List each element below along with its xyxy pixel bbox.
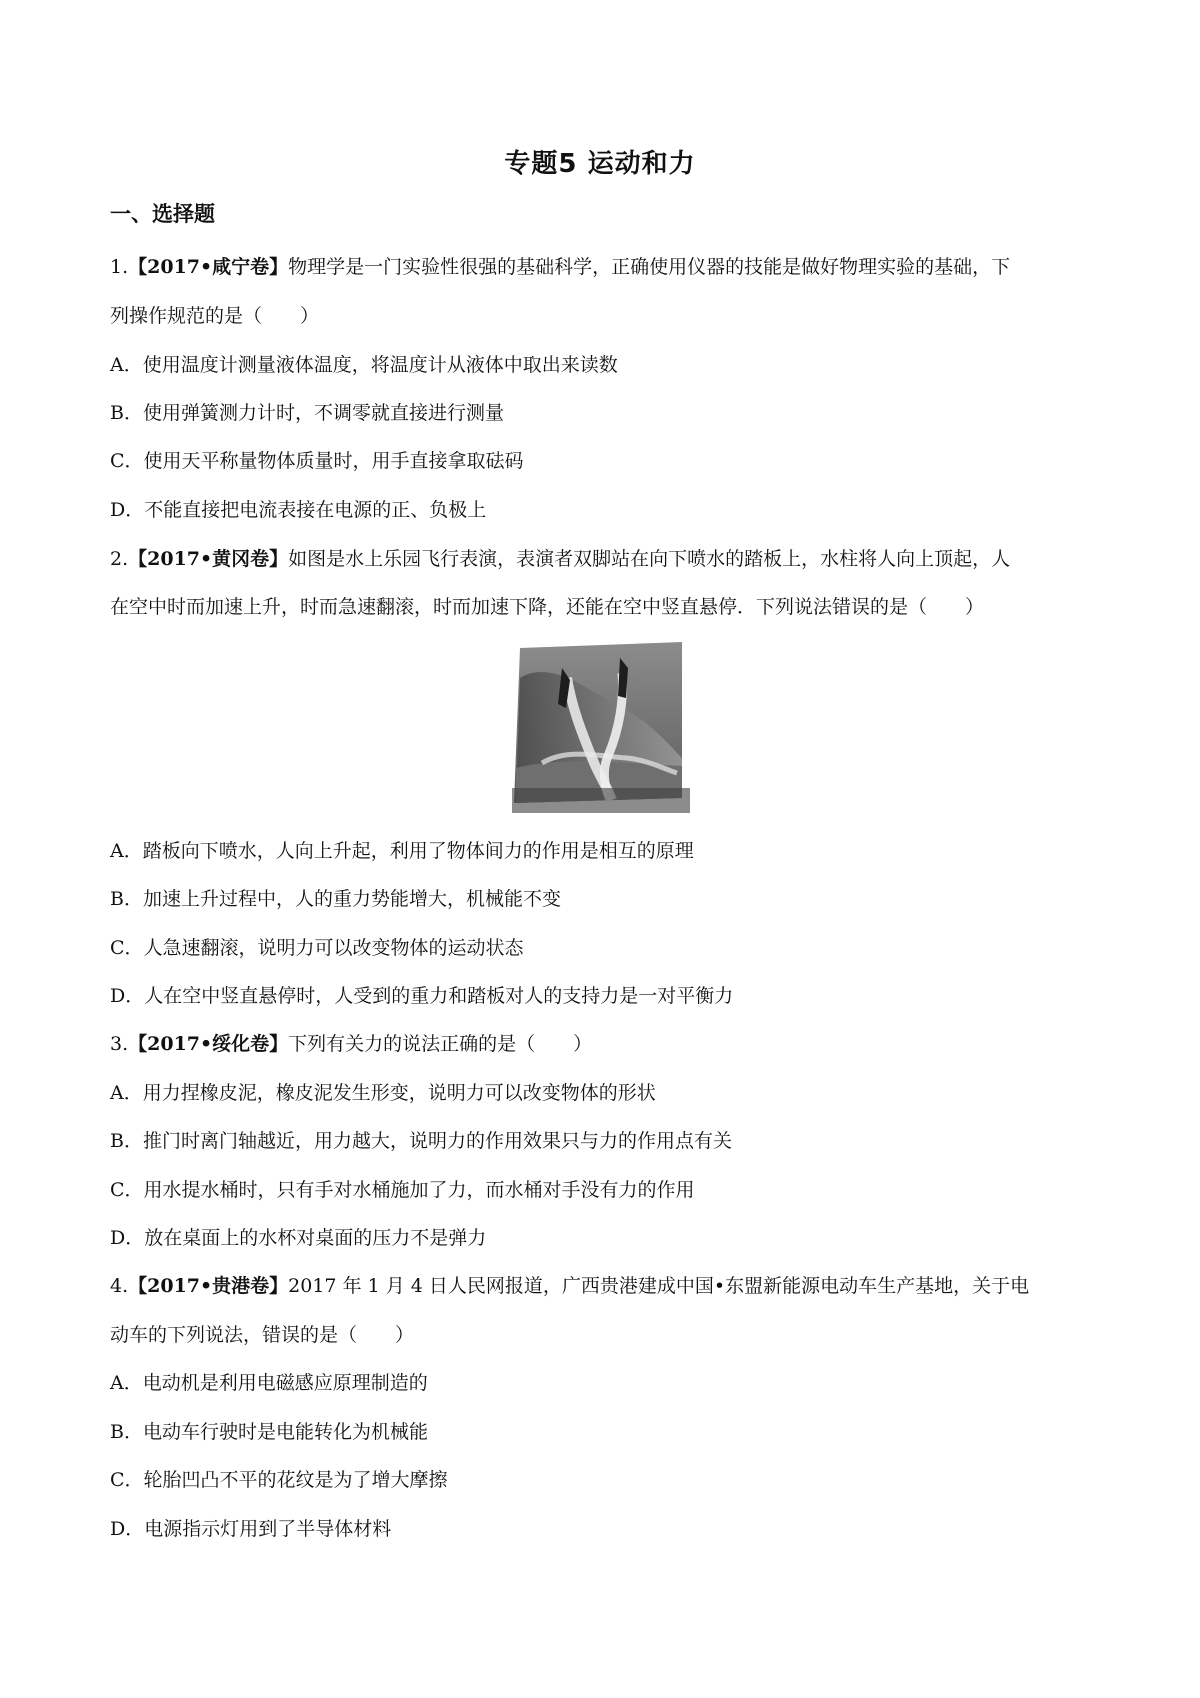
question-1-stem-continued: 列操作规范的是（ ） bbox=[110, 305, 320, 327]
question-3-stem bbox=[110, 1030, 1100, 1058]
question-text: 下列有关力的说法正确的是（ ） bbox=[288, 1033, 593, 1055]
water-jetpack-photo bbox=[512, 638, 690, 813]
question-4-option-b: B．电动车行驶时是电能转化为机械能 bbox=[110, 1421, 428, 1443]
question-1-option-c: C．使用天平称量物体质量时，用手直接拿取砝码 bbox=[110, 450, 524, 472]
question-3-option-b: B．推门时离门轴越近，用力越大，说明力的作用效果只与力的作用点有关 bbox=[110, 1130, 732, 1152]
question-text: 如图是水上乐园飞行表演，表演者双脚站在向下喷水的踏板上，水柱将人向上顶起，人 bbox=[288, 548, 1011, 570]
question-3-option-c: C．用水提水桶时，只有手对水桶施加了力，而水桶对手没有力的作用 bbox=[110, 1179, 695, 1201]
question-2-stem-continued: 在空中时而加速上升，时而急速翻滚，时而加速下降，还能在空中竖直悬停．下列说法错误的是（ ） bbox=[110, 596, 985, 618]
question-text: 2017 年 1 月 4 日人民网报道，广西贵港建成中国•东盟新能源电动车生产基地，关于电 bbox=[288, 1275, 1030, 1297]
question-1-option-a: A．使用温度计测量液体温度，将温度计从液体中取出来读数 bbox=[110, 354, 618, 376]
question-number: 4. bbox=[110, 1275, 129, 1297]
question-4-option-d: D．电源指示灯用到了半导体材料 bbox=[110, 1518, 392, 1540]
page-title: 专题5 运动和力 bbox=[504, 149, 696, 179]
question-number: 2. bbox=[110, 548, 129, 570]
question-2-option-a: A．踏板向下喷水，人向上升起，利用了物体间力的作用是相互的原理 bbox=[110, 840, 694, 862]
question-1-option-b: B．使用弹簧测力计时，不调零就直接进行测量 bbox=[110, 402, 504, 424]
question-source: 【2017•绥化卷】 bbox=[128, 1033, 289, 1055]
question-text: 物理学是一门实验性很强的基础科学，正确使用仪器的技能是做好物理实验的基础，下 bbox=[288, 256, 1011, 278]
question-4-option-c: C．轮胎凹凸不平的花纹是为了增大摩擦 bbox=[110, 1469, 448, 1491]
question-2-option-d: D．人在空中竖直悬停时，人受到的重力和踏板对人的支持力是一对平衡力 bbox=[110, 985, 734, 1007]
question-source: 【2017•咸宁卷】 bbox=[128, 256, 289, 278]
question-number: 1. bbox=[110, 256, 129, 278]
question-3-option-d: D．放在桌面上的水杯对桌面的压力不是弹力 bbox=[110, 1227, 487, 1249]
section-heading: 一、选择题 bbox=[110, 202, 215, 226]
question-number: 3. bbox=[110, 1033, 129, 1055]
question-2-stem bbox=[110, 545, 1100, 573]
question-3-option-a: A．用力捏橡皮泥，橡皮泥发生形变，说明力可以改变物体的形状 bbox=[110, 1082, 656, 1104]
question-4-stem-continued: 动车的下列说法，错误的是（ ） bbox=[110, 1324, 415, 1346]
question-source: 【2017•贵港卷】 bbox=[128, 1275, 289, 1297]
question-4-stem bbox=[110, 1272, 1100, 1300]
question-2-option-c: C．人急速翻滚，说明力可以改变物体的运动状态 bbox=[110, 937, 524, 959]
question-1-stem bbox=[110, 253, 1100, 281]
question-4-option-a: A．电动机是利用电磁感应原理制造的 bbox=[110, 1372, 428, 1394]
question-source: 【2017•黄冈卷】 bbox=[128, 548, 289, 570]
question-1-option-d: D．不能直接把电流表接在电源的正、负极上 bbox=[110, 499, 487, 521]
question-2-option-b: B．加速上升过程中，人的重力势能增大，机械能不变 bbox=[110, 888, 561, 910]
